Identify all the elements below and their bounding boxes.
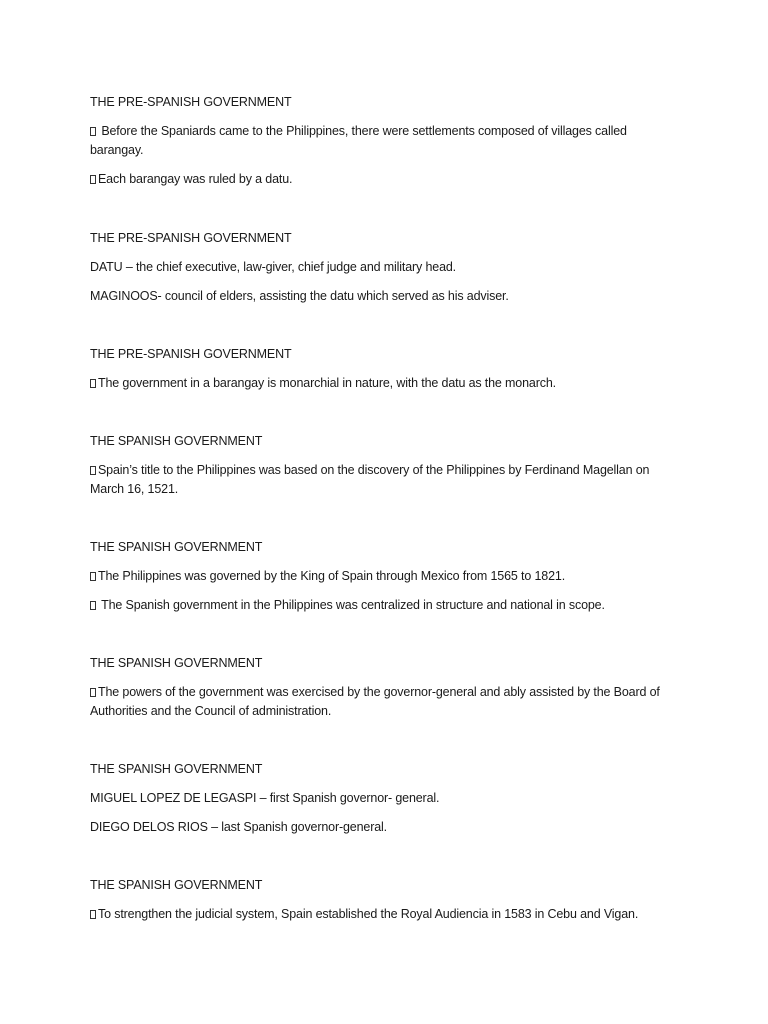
bullet-glyph [90, 601, 96, 610]
bullet-glyph [90, 175, 96, 184]
section-heading: THE PRE-SPANISH GOVERNMENT [90, 231, 292, 245]
paragraph: DIEGO DELOS RIOS – last Spanish governor-general. [90, 820, 387, 834]
bullet-paragraph [90, 905, 680, 924]
bullet-paragraph [90, 122, 680, 160]
section-heading: THE SPANISH GOVERNMENT [90, 540, 263, 554]
paragraph-text: Before the Spaniards came to the Philippines, there were settlements composed of villages called barangay. [90, 124, 627, 157]
section-heading: THE SPANISH GOVERNMENT [90, 434, 263, 448]
section-heading: THE SPANISH GOVERNMENT [90, 762, 263, 776]
paragraph-text: The Spanish government in the Philippines was centralized in structure and national in scope. [98, 598, 605, 612]
paragraph-text: The government in a barangay is monarchial in nature, with the datu as the monarch. [98, 376, 556, 390]
paragraph-text: The Philippines was governed by the King of Spain through Mexico from 1565 to 1821. [98, 569, 566, 583]
bullet-glyph [90, 379, 96, 388]
paragraph-text: The powers of the government was exercised by the governor-general and ably assisted by the Board of Authorities and the Council of administration. [90, 685, 660, 718]
bullet-glyph [90, 127, 96, 136]
bullet-glyph [90, 910, 96, 919]
paragraph-text: Spain’s title to the Philippines was based on the discovery of the Philippines by Ferdinand Magellan on March 16, 1521. [90, 463, 650, 496]
section-heading: THE PRE-SPANISH GOVERNMENT [90, 95, 292, 109]
section-heading: THE SPANISH GOVERNMENT [90, 656, 263, 670]
bullet-paragraph [90, 374, 680, 393]
bullet-glyph [90, 688, 96, 697]
bullet-paragraph [90, 683, 680, 721]
paragraph-text: To strengthen the judicial system, Spain established the Royal Audiencia in 1583 in Cebu and Vigan. [98, 907, 639, 921]
paragraph: MAGINOOS- council of elders, assisting the datu which served as his adviser. [90, 289, 509, 303]
section-heading: THE SPANISH GOVERNMENT [90, 878, 263, 892]
bullet-paragraph [90, 567, 680, 586]
bullet-paragraph [90, 461, 680, 499]
bullet-glyph [90, 572, 96, 581]
bullet-paragraph [90, 170, 680, 189]
paragraph: MIGUEL LOPEZ DE LEGASPI – first Spanish governor- general. [90, 791, 440, 805]
bullet-glyph [90, 466, 96, 475]
paragraph: DATU – the chief executive, law-giver, chief judge and military head. [90, 260, 456, 274]
paragraph-text: Each barangay was ruled by a datu. [98, 172, 293, 186]
section-heading: THE PRE-SPANISH GOVERNMENT [90, 347, 292, 361]
bullet-paragraph [90, 596, 680, 615]
